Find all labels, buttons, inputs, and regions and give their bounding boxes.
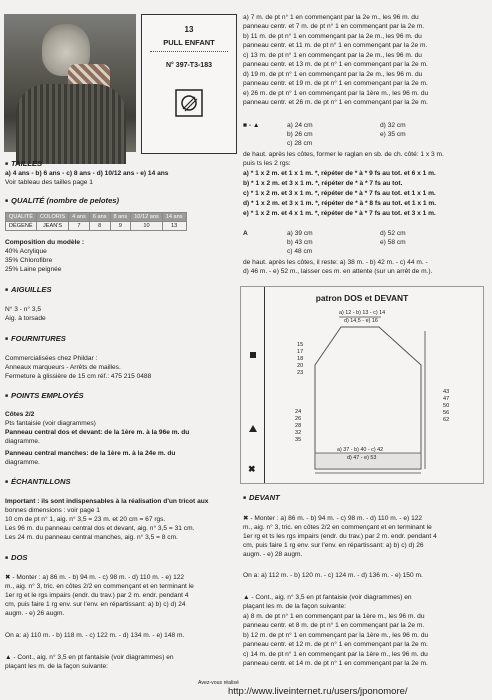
raglan1-l5: c) * 1 x 2 m. et 3 x 1 m. *, répéter de * à * 7 fs au tot. et 1 x 1 m. [243, 190, 436, 197]
devant-7: On a: a) 112 m. - b) 120 m. - c) 124 m. - d) 136 m. - e) 150 m. [243, 572, 423, 579]
points-6: diagramme. [5, 459, 40, 466]
right-5: 62 [443, 417, 450, 423]
qualite-c6: 10 [131, 222, 163, 231]
model-ref: N° 397-T3-183 [166, 62, 212, 69]
qualite-heading: ■ QUALITÉ (nombre de pelotes) [5, 196, 119, 206]
yarn-logo-icon [175, 89, 203, 117]
raglan2-a: a) 39 cm [287, 230, 313, 237]
raglan2-b: b) 43 cm [287, 239, 313, 246]
devant-16: panneau centr. et 14 m. de pt n° 1 en commençant par la 2e m. [243, 660, 428, 667]
fournitures-heading: ■ FOURNITURES [5, 334, 66, 344]
points-2: Pts fantaisie (voir diagrammes) [5, 420, 96, 427]
rt-1: a) 7 m. de pt n° 1 en commençant par la 2e m., les 96 m. du [243, 14, 419, 21]
left-lower-1: 24 [295, 409, 302, 415]
devant-5: augm. - e) 28 augm. [243, 551, 303, 558]
raglan1-d: d) 32 cm [380, 122, 406, 129]
devant-15: c) 14 m. de pt n° 1 en commençant par la 1ère m., les 96 m. du [243, 651, 428, 658]
dos-5: augm. - e) 26 augm. [5, 610, 65, 617]
raglan1-marker: ■ - ▲ [243, 122, 260, 129]
points-3: Panneau central dos et devant: de la 1ère m. à la 96e m. du [5, 429, 190, 436]
model-number: 13 [184, 25, 194, 34]
tailles-sizes: a) 4 ans - b) 6 ans - c) 8 ans - d) 10/12 ans - e) 14 ans [5, 170, 169, 177]
raglan1-e: e) 35 cm [380, 131, 406, 138]
left-upper-3: 18 [297, 356, 304, 362]
right-3: 50 [443, 403, 450, 409]
left-upper-5: 23 [297, 370, 304, 376]
diagram-title: patron DOS et DEVANT [315, 293, 409, 303]
triangle-marker-icon [249, 425, 257, 432]
left-lower-4: 32 [295, 430, 302, 436]
dos-7: On a: a) 110 m. - b) 118 m. - c) 122 m. - d) 134 m. - e) 148 m. [5, 632, 185, 639]
pattern-diagram [240, 286, 484, 484]
left-lower-2: 26 [295, 416, 302, 422]
diagram-bot1: a) 37 - b) 40 - c) 42 [337, 447, 384, 453]
devant-11: a) 8 m. de pt n° 1 en commençant par la 1ère m., les 96 m. du [243, 613, 425, 620]
points-4: diagramme. [5, 438, 40, 445]
raglan1-l7: e) * 1 x 2 m. et 4 x 1 m. *, répéter de * à * 7 fs au tot. et 3 x 1 m. [243, 210, 436, 217]
qualite-h2: COLORIS [36, 213, 68, 222]
echantillons-5: Les 24 m. du panneau central manches, aig. n° 3,5 = 8 cm. [5, 534, 178, 541]
right-1: 43 [443, 389, 450, 395]
qualite-c2: JEAN'S [36, 222, 68, 231]
echantillons-3: 10 cm de pt n° 1, aig. n° 3,5 = 23 m. et 20 cm = 67 rgs. [5, 516, 166, 523]
fournitures-1: Commercialisées chez Phildar : [5, 355, 98, 362]
devant-12: panneau centr. et 8 m. de pt n° 1 en commençant par la 2e m. [243, 622, 425, 629]
composition-3: 25% Laine peignée [5, 266, 62, 273]
footer-small-text: Avez-vous réalisé [198, 680, 239, 686]
dos-2: m., aig. n° 3, tric. en côtes 2/2 en commençant et en terminant le [5, 583, 194, 590]
aiguilles-2: Aig. à torsade [5, 315, 46, 322]
dos-10: plaçant les m. de la façon suivante: [5, 663, 108, 670]
tailles-heading: ■ TAILLES [5, 159, 42, 169]
rt-4: panneau centr. et 11 m. de pt n° 1 en commençant par la 2e m. [243, 42, 428, 49]
dos-9: ▲ - Cont., aig. n° 3,5 en pt fantaisie (voir diagrammes) en [5, 654, 174, 661]
left-upper-2: 17 [297, 349, 304, 355]
qualite-c1: DÉGENÉ [6, 222, 37, 231]
diagram-top2: d) 14,5 - e) 16 [344, 318, 378, 324]
right-4: 56 [443, 410, 450, 416]
qualite-h4: 6 ans [89, 213, 110, 222]
devant-2: m., aig. n° 3, tric. en côtes 2/2 en commençant et en terminant le [243, 524, 432, 531]
aiguilles-1: N° 3 - n° 3,5 [5, 306, 42, 313]
raglan2-c: c) 48 cm [287, 248, 313, 255]
qualite-h1: QUALITÉ [6, 213, 37, 222]
raglan2-e: e) 58 cm [380, 239, 406, 246]
devant-4: cm, puis faire 1 rg env. sur l'env. en répartissant: a) b) c) d) 26 [243, 542, 424, 549]
right-2: 47 [443, 396, 450, 402]
qualite-h3: 4 ans [69, 213, 90, 222]
raglan1-l4: b) * 1 x 2 m. et 3 x 1 m. *, répéter de * à * 7 fs au tot. [243, 180, 403, 187]
rt-2: panneau centr. et 7 m. de pt n° 1 en commençant par la 2e m. [243, 23, 425, 30]
diagram-top1: a) 12 - b) 13 - c) 14 [339, 310, 386, 316]
child-photo [4, 14, 136, 152]
qualite-c7: 13 [162, 222, 186, 231]
raglan1-l3: a) * 1 x 2 m. et 1 x 1 m. *, répéter de * à * 9 fs au tot. et 6 x 1 m. [243, 170, 436, 177]
raglan1-b: b) 26 cm [287, 131, 313, 138]
dos-heading: ■ DOS [5, 553, 28, 563]
composition-title: Composition du modèle : [5, 239, 85, 246]
qualite-c5: 9 [110, 222, 131, 231]
qualite-h7: 14 ans [162, 213, 186, 222]
raglan2-d: d) 52 cm [380, 230, 406, 237]
rt-10: panneau centr. et 26 m. de pt n° 1 en commençant par la 2e m. [243, 99, 428, 106]
tailles-note: Voir tableau des tailles page 1 [5, 179, 93, 186]
aiguilles-heading: ■ AIGUILLES [5, 285, 52, 295]
fournitures-3: Fermeture à glissière de 15 cm réf.: 475 215 0488 [5, 373, 152, 380]
devant-1: ✖ - Monter : a) 86 m. - b) 94 m. - c) 98 m. - d) 110 m. - e) 122 [243, 515, 423, 522]
raglan1-l1: de haut. après les côtes, former le raglan en sb. de ch. côté: 1 x 3 m. [243, 151, 444, 158]
qualite-table [5, 212, 187, 231]
points-heading: ■ POINTS EMPLOYÉS [5, 391, 84, 401]
rt-6: panneau centr. et 13 m. de pt n° 1 en commençant par la 2e m. [243, 61, 428, 68]
devant-heading: ■ DEVANT [243, 493, 280, 503]
echantillons-4: Les 96 m. du panneau central dos et devant, aig. n° 3,5 = 31 cm. [5, 525, 195, 532]
devant-3: 1er rg et ts les rgs impairs (endr. du trav.) par 2 m. endr. pendant 4 [243, 533, 437, 540]
echantillons-heading: ■ ÉCHANTILLONS [5, 477, 71, 487]
qualite-h6: 10/12 ans [131, 213, 163, 222]
devant-14: panneau centr. et 12 m. de pt n° 1 en commençant par la 2e m. [243, 641, 428, 648]
qualite-c4: 8 [89, 222, 110, 231]
devant-9: ▲ - Cont., aig. n° 3,5 en pt fantaisie (voir diagrammes) en [243, 594, 412, 601]
left-upper-1: 15 [297, 342, 304, 348]
raglan2-marker: A [243, 230, 248, 237]
model-name: PULL ENFANT [163, 38, 215, 47]
echantillons-1: Important : ils sont indispensables à la réalisation d'un tricot aux [5, 498, 209, 505]
left-lower-5: 35 [295, 437, 302, 443]
raglan2-l2: d) 46 m. - e) 52 m., laisser ces m. en attente (sur un arrêt de m.). [243, 268, 433, 275]
cross-marker-icon: ✖ [248, 464, 256, 474]
composition-2: 35% Chlorofibre [5, 257, 53, 264]
rt-7: d) 19 m. de pt n° 1 en commençant par la 2e m., les 96 m. du [243, 71, 423, 78]
fournitures-2: Anneaux marqueurs - Arrêts de mailles. [5, 364, 121, 371]
echantillons-2: bonnes dimensions : voir page 1 [5, 507, 100, 514]
qualite-c3: 7 [69, 222, 90, 231]
points-1: Côtes 2/2 [5, 411, 35, 418]
points-5: Panneau central manches: de la 1ère m. à la 24e m. du [5, 450, 176, 457]
raglan2-l1: de haut. après les côtes, il reste: a) 38 m. - b) 42 m. - c) 44 m. - [243, 259, 428, 266]
rt-3: b) 11 m. de pt n° 1 en commençant par la 2e m., les 96 m. du [243, 33, 422, 40]
left-upper-4: 20 [297, 363, 304, 369]
dos-3: 1er rg et le rgs impairs (endr. du trav.) par 2 m. endr. pendant 4 [5, 592, 189, 599]
diagram-bot2: d) 47 - e) 53 [347, 455, 377, 461]
devant-10: plaçant les m. de la façon suivante: [243, 603, 346, 610]
model-info-box [141, 14, 237, 154]
qualite-h5: 8 ans [110, 213, 131, 222]
rt-9: e) 26 m. de pt n° 1 en commençant par la 1ère m., les 96 m. du [243, 90, 429, 97]
rt-5: c) 13 m. de pt n° 1 en commençant par la 2e m., les 96 m. du [243, 52, 422, 59]
rt-8: panneau centr. et 19 m. de pt n° 1 en commençant par la 2e m. [243, 80, 428, 87]
devant-13: b) 12 m. de pt n° 1 en commençant par la 1ère m., les 96 m. du [243, 632, 429, 639]
raglan1-a: a) 24 cm [287, 122, 313, 129]
composition-1: 40% Acrylique [5, 248, 47, 255]
raglan1-l6: d) * 1 x 2 m. et 3 x 1 m. *, répéter de * à * 8 fs au tot. et 1 x 1 m. [243, 200, 437, 207]
square-marker-icon [250, 352, 256, 358]
dos-4: cm, puis faire 1 rg env. sur l'env. en répartissant: a) b) c) d) 24 [5, 601, 186, 608]
left-lower-3: 28 [295, 423, 302, 429]
dos-1: ✖ - Monter : a) 86 m. - b) 94 m. - c) 98 m. - d) 110 m. - e) 122 [5, 574, 185, 581]
raglan1-c: c) 28 cm [287, 140, 313, 147]
footer-url[interactable]: http://www.liveinternet.ru/users/jponomore/ [228, 686, 408, 697]
raglan1-l2: puis ts les 2 rgs: [243, 160, 291, 167]
